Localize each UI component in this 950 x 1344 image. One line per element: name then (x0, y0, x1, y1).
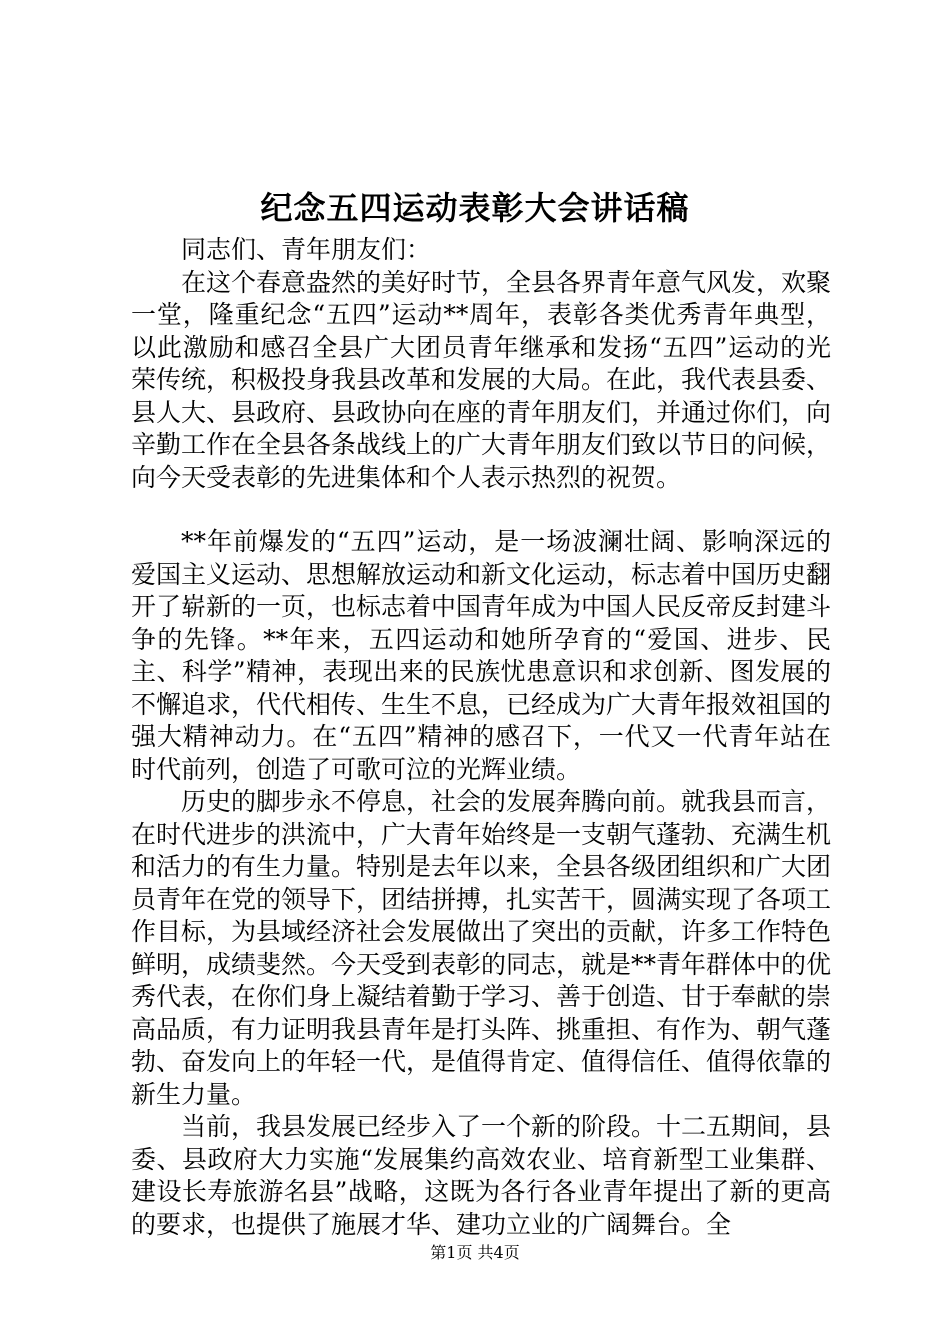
document-body (131, 234, 831, 1241)
page-footer: 第1页 共4页 (430, 1243, 520, 1262)
paragraph-4: 当前，我县发展已经步入了一个新的阶段。十二五期间，县委、县政府大力实施“发展集约高效农业、培育新型工业集群、建设长寿旅游名县”战略，这既为各行各业青年提出了新的更高的要求，也提供了施展才华、建功立业的广阔舞台。全 (131, 1112, 832, 1239)
document-title: 纪念五四运动表彰大会讲话稿 (260, 189, 690, 227)
greeting-line: 同志们、青年朋友们： (181, 235, 432, 264)
paragraph-2: **年前爆发的“五四”运动，是一场波澜壮阔、影响深远的爱国主义运动、思想解放运动和新文化运动，标志着中国历史翻开了崭新的一页，也标志着中国青年成为中国人民反帝反封建斗争的先锋。**年来，五四运动和她所孕育的“爱国、进步、民主、科学”精神，表现出来的民族忧患意识和求创新、图发展的不懈追求，代代相传、生生不息，已经成为广大青年报效祖国的强大精神动力。在“五四”精神的感召下，一代又一代青年站在时代前列，创造了可歌可泣的光辉业绩。 (131, 527, 832, 784)
paragraph-1: 在这个春意盎然的美好时节，全县各界青年意气风发，欢聚一堂，隆重纪念“五四”运动**周年，表彰各类优秀青年典型，以此激励和感召全县广大团员青年继承和发扬“五四”运动的光荣传统，积极投身我县改革和发展的大局。在此，我代表县委、县人大、县政府、县政协向在座的青年朋友们，并通过你们，向辛勤工作在全县各条战线上的广大青年朋友们致以节日的问候，向今天受表彰的先进集体和个人表示热烈的祝贺。 (131, 267, 832, 492)
paragraph-3: 历史的脚步永不停息，社会的发展奔腾向前。就我县而言，在时代进步的洪流中，广大青年始终是一支朝气蓬勃、充满生机和活力的有生力量。特别是去年以来，全县各级团组织和广大团员青年在党的领导下，团结拼搏，扎实苦干，圆满实现了各项工作目标，为县域经济社会发展做出了突出的贡献，许多工作特色鲜明，成绩斐然。今天受到表彰的同志，就是**青年群体中的优秀代表，在你们身上凝结着勤于学习、善于创造、甘于奉献的崇高品质，有力证明我县青年是打头阵、挑重担、有作为、朝气蓬勃、奋发向上的年轻一代，是值得肯定、值得信任、值得依靠的新生力量。 (131, 787, 832, 1109)
paragraph-spacer (131, 494, 831, 526)
